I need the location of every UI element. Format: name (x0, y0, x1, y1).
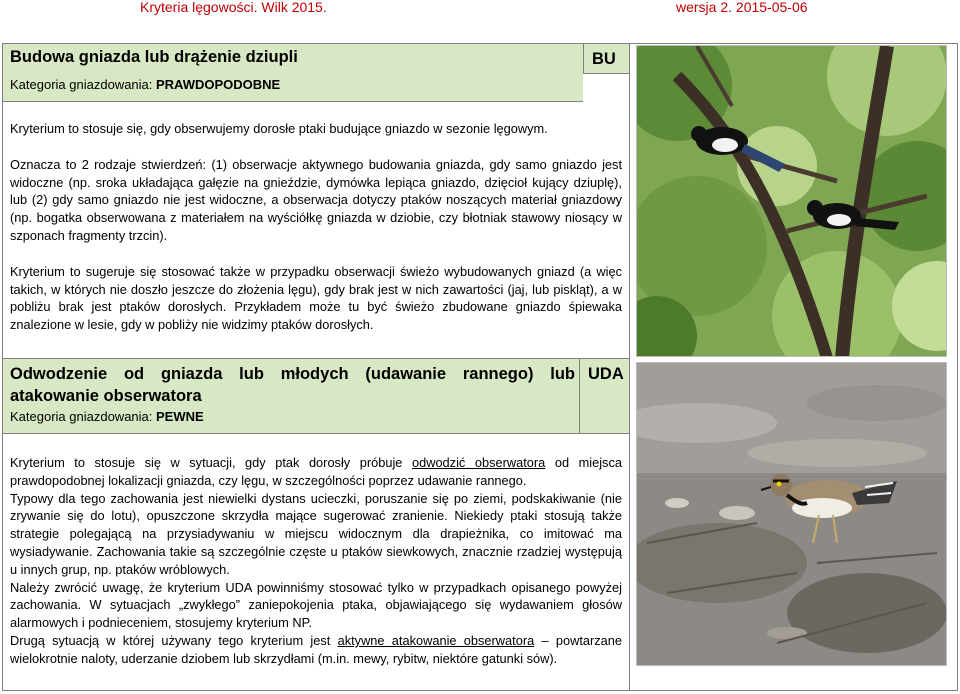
section1-category-label: Kategoria gniazdowania: (10, 77, 156, 92)
section2-category-value: PEWNE (156, 409, 204, 424)
section2-code: UDA (579, 358, 630, 434)
page-header (0, 0, 960, 18)
section2-paragraph (10, 632, 622, 668)
underlined-term: aktywne atakowanie obserwatora (337, 632, 535, 648)
section2-category (10, 409, 204, 424)
header-title: Kryteria lęgowości. Wilk 2015. (140, 0, 327, 15)
underlined-term: odwodzić obserwatora (411, 455, 546, 470)
section1-paragraph: Kryterium to stosuje się, gdy obserwujemy dorosłe ptaki budujące gniazdo w sezonie lęgowym. (10, 121, 548, 136)
section1-body (10, 120, 622, 334)
section1-header-band (3, 44, 583, 102)
plover-photo (636, 362, 947, 666)
magpie-photo (636, 45, 947, 357)
section2-paragraph (10, 454, 622, 490)
section2-header-band (3, 358, 579, 434)
text-span: Drugą sytuacją w której używany tego kryterium jest (10, 632, 338, 648)
header-version: wersja 2. 2015-05-06 (676, 0, 808, 15)
section1-code: BU (583, 44, 630, 74)
section1-paragraph: Kryterium to sugeruje się stosować także w przypadku obserwacji świeżo wybudowanych gniazd (a więc takich, w których nie doszło jeszcze do złożenia lęgu), gdy brak jest w nich zawartości (jaj, lub piskląt), a w pobliżu brak jest ptaków dorosłych. Przykładem może tu być świeżo zbudowane gniazdo śpiewaka znalezione w lesie, gdy w pobliży nie widzimy ptaków dorosłych. (10, 263, 622, 333)
text-span: od miejsca prawdopodobnej lokalizacji gniazda, czy lęgu, w szczególności poprzez udawanie rannego. (10, 455, 622, 488)
section2-body (10, 454, 622, 668)
section1-title: Budowa gniazda lub drążenie dziupli (10, 48, 298, 66)
column-divider (629, 44, 630, 690)
section2-paragraph: Typowy dla tego zachowania jest niewielki dystans ucieczki, poruszanie się po ziemi, podskakiwanie (nie zrywanie się do lotu), opuszczone skrzydła mające sugerować zranienie. Niekiedy ptaki stosują także strategie polegającą na przysiadywaniu w miejscu widocznym dla drapieżnika, co imitować ma wysiadywanie. Zachowania takie są szczególnie częste u ptaków siewkowych, znacznie rzadziej występują u innych grup, np. ptaków wróblowych. (10, 490, 622, 577)
section2-category-label: Kategoria gniazdowania: (10, 409, 156, 424)
section1-paragraph: Oznacza to 2 rodzaje stwierdzeń: (1) obserwacje aktywnego budowania gniazda, gdy samo gniazdo jest widoczne (np. sroka układająca gałęzie na gnieździe, dymówka lepiąca gniazdo, dzięcioł kujący dziuplę), lub (2) gdy samo gniazdo nie jest widoczne, a obserwacja dotyczy ptaków noszących materiał gniazdowy (np. bogatka obserwowana z materiałem na wyściółkę gniazda w dziobie, czy błotniak stawowy niosący w szponach fragmenty trzcin). (10, 156, 622, 243)
section1-category-value: PRAWDOPODOBNE (156, 77, 281, 92)
text-span: – powtarzane wielokrotnie naloty, uderzanie dziobem lub skrzydłami (m.in. mewy, rybitw, niektóre gatunki sów). (10, 632, 623, 666)
section2-paragraph: Należy zwrócić uwagę, że kryterium UDA powinniśmy stosować tylko w przypadkach opisanego powyżej zachowania. W sytuacjach „zwykłego” zaniepokojenia ptaka, objawiającego się wydawaniem głosów alarmowych i podnieceniem, stosujemy kryterium NP. (10, 579, 622, 631)
section2-title: Odwodzenie od gniazda lub młodych (udawanie rannego) lub atakowanie obserwatora (10, 365, 575, 405)
text-span: Kryterium to stosuje się w sytuacji, gdy ptak dorosły próbuje (10, 455, 412, 470)
section1-category (10, 77, 280, 92)
